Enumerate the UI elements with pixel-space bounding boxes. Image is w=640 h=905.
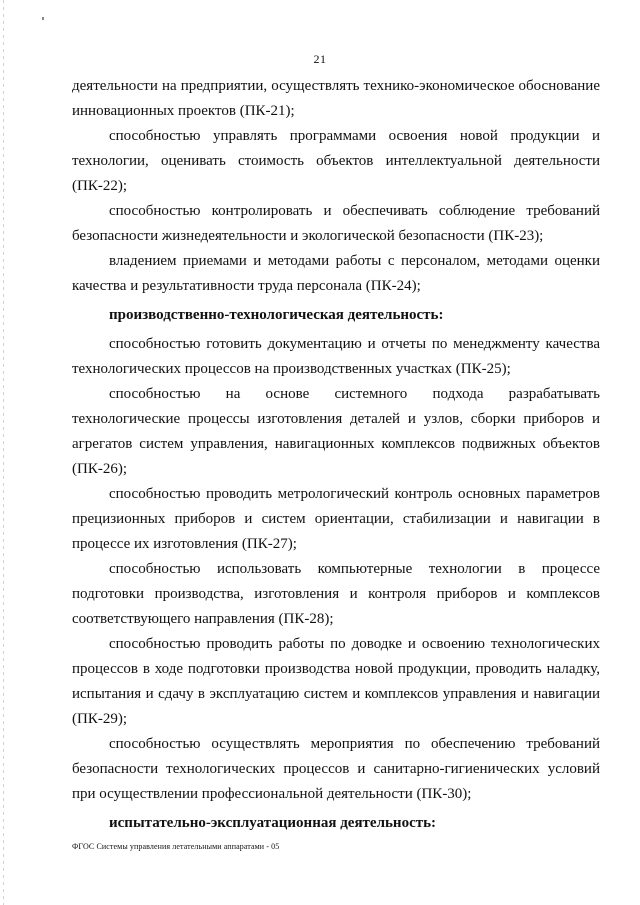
- page-edge-shadow: [3, 0, 4, 905]
- paragraph-pk-28: способностью использовать компьютерные технологии в процессе подготовки производства, изготовления и контроля приборов и комплексов соответствующего направления (ПК-28);: [72, 561, 600, 627]
- paragraph-pk-23: способностью контролировать и обеспечивать соблюдение требований безопасности жизнедеятельности и экологической безопасности (ПК-23);: [72, 203, 600, 244]
- section-heading-testing: испытательно-эксплуатационная деятельность:: [109, 815, 437, 831]
- page-number: 21: [313, 52, 327, 66]
- paragraph-pk-27: способностью проводить метрологический контроль основных параметров прецизионных приборов и систем ориентации, стабилизации и навигации в процессе их изготовления (ПК-27);: [72, 486, 600, 552]
- document-body: [72, 74, 600, 836]
- paragraph-continuation: деятельности на предприятии, осуществлять технико-экономическое обоснование инновационных проектов (ПК-21);: [72, 78, 600, 119]
- paragraph-pk-24: владением приемами и методами работы с персоналом, методами оценки качества и результативности труда персонала (ПК-24);: [72, 253, 600, 294]
- paragraph-pk-22: способностью управлять программами освоения новой продукции и технологии, оценивать стоимость объектов интеллектуальной деятельности (ПК-22);: [72, 128, 600, 194]
- paragraph-pk-26: способностью на основе системного подхода разрабатывать технологические процессы изготовления деталей и узлов, сборки приборов и агрегатов систем управления, навигационных комплексов подвижных объектов (ПК-26);: [72, 386, 600, 477]
- paragraph-pk-25: способностью готовить документацию и отчеты по менеджменту качества технологических процессов на производственных участках (ПК-25);: [72, 336, 600, 377]
- footer-standard-title: ФГОС Системы управления летательными аппаратами - 05: [72, 842, 280, 851]
- paragraph-pk-30: способностью осуществлять мероприятия по обеспечению требований безопасности технологических процессов и санитарно-гигиенических условий при осуществлении профессиональной деятельности (ПК-30);: [72, 736, 600, 802]
- paragraph-pk-29: способностью проводить работы по доводке и освоению технологических процессов в ходе подготовки производства новой продукции, проводить наладку, испытания и сдачу в эксплуатацию систем и комплексов управления и навигации (ПК-29);: [72, 636, 600, 727]
- section-heading-production: производственно-технологическая деятельность:: [109, 307, 444, 323]
- scan-speck: [42, 17, 44, 20]
